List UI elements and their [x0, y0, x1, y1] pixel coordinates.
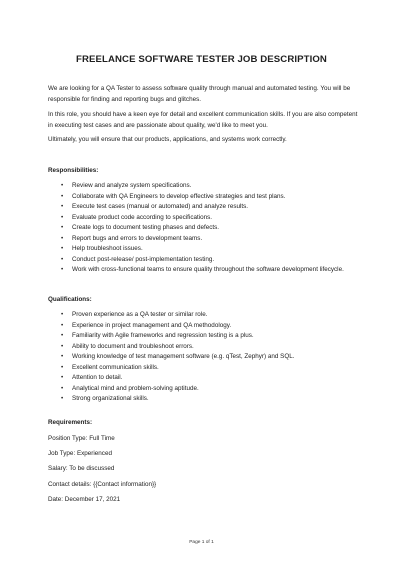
bullet-icon: • — [61, 332, 64, 339]
bullet-icon: • — [61, 353, 64, 360]
bullet-icon: • — [61, 384, 64, 392]
requirement-job-type: Job Type: Experienced — [48, 450, 112, 457]
bullet-icon: • — [61, 266, 64, 273]
list-item: • Create logs to document testing phases and defects. — [48, 223, 358, 234]
requirement-contact-details: Contact details: {{Contact information}} — [48, 481, 157, 488]
page-number-footer: Page 1 of 1 — [189, 540, 214, 545]
qualifications-heading: Qualifications: — [48, 296, 92, 303]
bullet-icon: • — [61, 255, 64, 263]
bullet-icon: • — [61, 213, 64, 221]
list-item: • Strong organizational skills. — [48, 394, 358, 405]
bullet-icon: • — [61, 234, 64, 242]
list-item: • Experience in project management and QA methodology. — [48, 321, 358, 332]
requirement-date: Date: December 17, 2021 — [48, 496, 121, 503]
bullet-icon: • — [61, 374, 64, 381]
bullet-icon: • — [61, 311, 64, 318]
list-item: • Help troubleshoot issues. — [48, 244, 358, 255]
list-item: • Working knowledge of test management software (e.g. qTest, Zephyr) and SQL. — [48, 352, 358, 363]
list-item: • Ability to document and troubleshoot errors. — [48, 342, 358, 353]
list-item: • Evaluate product code according to specifications. — [48, 213, 358, 224]
bullet-icon: • — [61, 395, 64, 402]
intro-paragraph-2: In this role, you should have a keen eye for detail and excellent communication skills. If you are also competent in executing test cases and are passionate about quality, we'd like to meet you. — [48, 111, 358, 129]
list-item: • Proven experience as a QA tester or similar role. — [48, 310, 358, 321]
bullet-icon: • — [61, 192, 64, 200]
bullet-icon: • — [61, 342, 64, 350]
document-title: FREELANCE SOFTWARE TESTER JOB DESCRIPTION — [76, 54, 327, 65]
intro-paragraph-3: Ultimately, you will ensure that our products, applications, and systems work correctly. — [48, 136, 287, 143]
requirements-heading: Requirements: — [48, 419, 93, 426]
list-item: • Excellent communication skills. — [48, 363, 358, 374]
bullet-icon: • — [61, 245, 64, 252]
intro-paragraph-1: We are looking for a QA Tester to assess software quality through manual and automated testing. You will be responsible for finding and reporting bugs and glitches. — [48, 85, 351, 103]
list-item: • Review and analyze system specifications. — [48, 181, 358, 192]
bullet-icon: • — [61, 321, 64, 329]
responsibilities-heading: Responsibilities: — [48, 167, 99, 174]
list-item: • Analytical mind and problem-solving aptitude. — [48, 384, 358, 395]
bullet-icon: • — [61, 203, 64, 210]
list-item: • Familiarity with Agile frameworks and regression testing is a plus. — [48, 331, 358, 342]
responsibilities-list — [48, 181, 358, 276]
list-item: • Report bugs and errors to development teams. — [48, 234, 358, 245]
qualifications-list — [48, 310, 358, 405]
list-item: • Execute test cases (manual or automated) and analyze results. — [48, 202, 358, 213]
bullet-icon: • — [61, 224, 64, 231]
bullet-icon: • — [61, 182, 64, 189]
requirement-position-type: Position Type: Full Time — [48, 435, 115, 442]
list-item: • Collaborate with QA Engineers to develop effective strategies and test plans. — [48, 192, 358, 203]
requirement-salary: Salary: To be discussed — [48, 465, 115, 472]
list-item: • Attention to detail. — [48, 373, 358, 384]
list-item: • Work with cross-functional teams to ensure quality throughout the software development lifecycle. — [48, 265, 358, 276]
bullet-icon: • — [61, 363, 64, 371]
list-item: • Conduct post-release/ post-implementation testing. — [48, 255, 358, 266]
